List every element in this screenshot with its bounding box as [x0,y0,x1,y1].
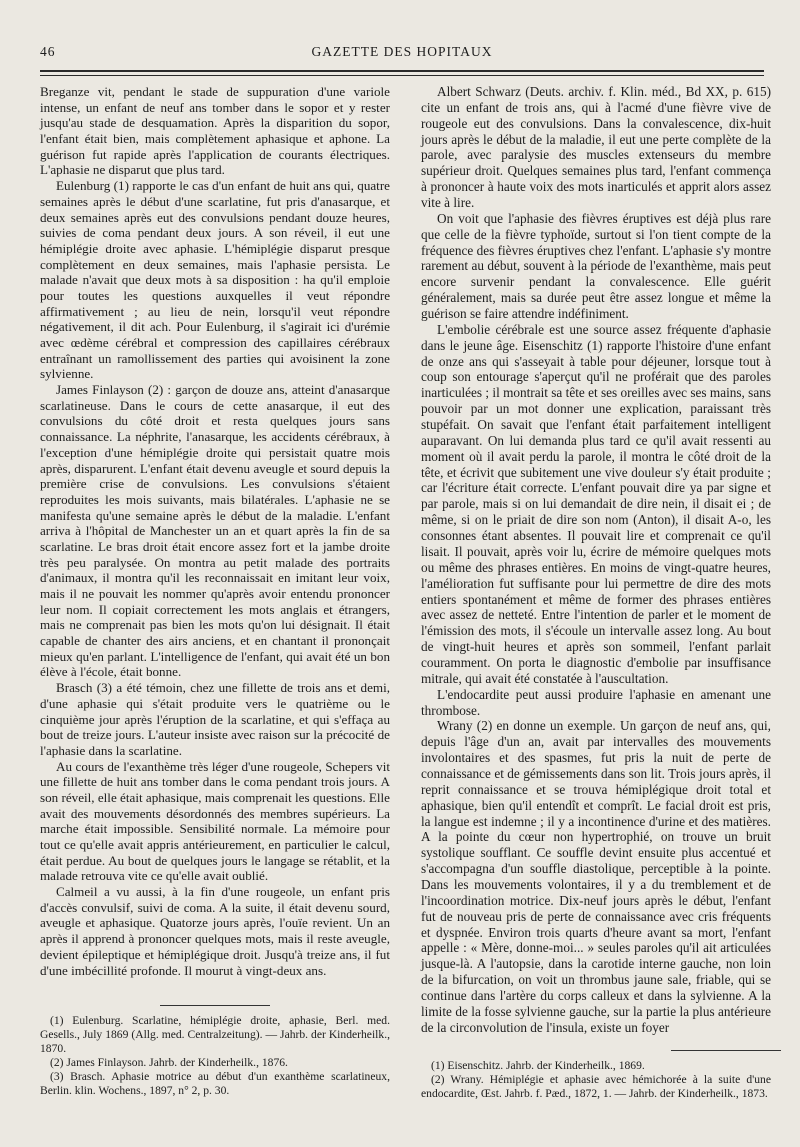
footnote: (3) Brasch. Aphasie motrice au début d'un exanthème scarlatineux, Berlin. klin. Wochens., 1897, n° 2, p. 30. [40,1070,390,1097]
footnote: (1) Eisenschitz. Jahrb. der Kinderheilk., 1869. [431,1059,645,1072]
running-head [40,44,764,64]
footnote: (2) Wrany. Hémiplégie et aphasie avec hémichorée à la suite d'une endocardite, Œst. Jahrb. f. Pæd., 1872, 1. — Jahrb. der Kinderheilk., 1873. [421,1073,771,1100]
paragraph: Eulenburg (1) rapporte le cas d'un enfant de huit ans qui, quatre semaines après le début d'une scarlatine, fut pris d'anasarque, et deux semaines après eut des convulsions pendant douze heures, suivies de coma pendant deux jours. A son réveil, il eut une hémiplégie droite avec aphasie. L'hémiplégie disparut presque complètement en deux semaines, mais l'aphasie persista. Le malade n'avait que deux mots à sa disposition : ha qu'il emploie pour toutes les questions auxquelles il veut répondre affirmativement ; au lieu de nein, lorsqu'il veut répondre négativement, il dit ach. Pour Eulenburg, il s'agirait ici d'urémie avec œdème cérébral et compression des capillaires cérébraux entraînant un ramollissement des parties qui avoisinent la zone sylvienne. [40,178,390,382]
page-number: 46 [40,44,56,59]
left-column [40,84,390,978]
journal-title: GAZETTE DES HOPITAUX [311,44,493,59]
footnotes-right [421,1050,771,1101]
paragraph: Au cours de l'exanthème très léger d'une rougeole, Schepers vit une fillette de huit ans tomber dans le coma pendant trois jours. A son réveil, elle était aphasique, mais comprenait les questions. Elle avait des mouvements désordonnés des membres supérieurs. La marche était impossible. Sensibilité normale. La mémoire pour tout ce qu'elle avait appris antérieurement, en particulier le calcul, était perdue. Au bout de quelques jours le langage se rétablit, et la malade retrouva vite ce qu'elle avait oublié. [40,758,390,884]
paragraph: Breganze vit, pendant le stade de suppuration d'une variole intense, un enfant de neuf ans tomber dans le sopor et y rester jusqu'au stade de desquamation. Après la disparition du sopor, l'enfant était bien, mais complètement aphasique et aphone. La guérison fut rapide après l'application de courants électriques. L'aphasie ne disparut que plus tard. [40,84,390,178]
paragraph: James Finlayson (2) : garçon de douze ans, atteint d'anasarque scarlatineuse. Dans le cours de cette anasarque, il eut des convulsions du côté droit et resta quelques jours sans connaissance. La néphrite, l'anasarque, les accidents cérébraux, à l'exception d'une hémiplégie droite qui persistait quatre mois après, disparurent. L'enfant était devenu aveugle et sourd depuis la première crise de convulsions. Les convulsions s'étaient reproduites les mois suivants, mais bilatérales. L'aphasie ne se manifesta qu'une semaine après le début de la maladie. L'enfant arriva à l'hôpital de Manchester un an et quart après la fin de sa scarlatine. Le bras droit était encore assez fort et la jambe droite très peu paralysée. On montra au petit malade des portraits d'animaux, il montra qu'il les reconnaissait en imitant leur voix, mais il ne pouvait les nommer qu'après avoir entendu prononcer leur nom. Il copiait correctement les mots anglais et étrangers, mais ne comprenait pas bien les mots qu'on lui désignait. Il était capable de chanter des airs anciens, et en chantant il prononçait mieux qu'en parlant. L'intelligence de l'enfant, qui avait été un bon élève à l'école, était bonne. [40,382,390,680]
footnote-rule [671,1050,781,1051]
footnotes-left [40,1005,390,1098]
paragraph: Brasch (3) a été témoin, chez une fillette de trois ans et demi, d'une aphasie qui s'était produite vers le quatrième ou le cinquième jour après l'éruption de la scarlatine, et qui s'effaça au bout de treize jours. L'auteur insiste avec raison sur la précocité de l'aphasie dans la scarlatine. [40,680,390,758]
right-column [421,84,771,1036]
paragraph: On voit que l'aphasie des fièvres éruptives est déjà plus rare que celle de la fièvre typhoïde, surtout si l'on tient compte de la fréquence des fièvres éruptives chez l'enfant. L'aphasie s'y montre rarement au début, souvent à la période de l'exanthème, mais peut encore survenir pendant la convalescence. Elle guérit généralement, mais sa durée peut être assez longue et même la guérison se faire attendre indéfiniment. [421,210,771,322]
paragraph: L'endocardite peut aussi produire l'aphasie en amenant une thrombose. [421,686,771,718]
footnote: (2) James Finlayson. Jahrb. der Kinderheilk., 1876. [50,1056,288,1069]
footnote: (1) Eulenburg. Scarlatine, hémiplégie droite, aphasie, Berl. med. Gesells., July 1869 (Allg. med. Centralzeitung). — Jahrb. der Kinderheilk., 1870. [40,1014,390,1055]
paragraph: Albert Schwarz (Deuts. archiv. f. Klin. méd., Bd XX, p. 615) cite un enfant de trois ans, qui à l'acmé d'une fièvre vive de rougeole eut des convulsions. Dans la convalescence, dix-huit jours après le début de la maladie, il eut une perte complète de la parole, avec paralysie des muscles extenseurs du membre supérieur droit. Quelques semaines plus tard, l'enfant commença à prononcer à haute voix des mots inarticulés et apprit alors assez vite à lire. [421,84,771,211]
footnote-rule [160,1005,270,1006]
header-rule-thick [40,70,764,72]
paragraph: L'embolie cérébrale est une source assez fréquente d'aphasie dans le jeune âge. Eisenschitz (1) rapporte l'histoire d'une enfant de onze ans qui s'asseyait à table pour déjeuner, lorsque tout à coup son entourage s'aperçut qu'il ne proférait que des paroles inarticulées ; il montrait sa tête et ses oreilles avec ses mains, sans pouvoir par un mot donner une explication, paraissant très stupéfait. On savait que l'enfant était parfaitement intelligent auparavant. On lui demanda plus tard ce qu'il avait ressenti au moment où il avait perdu la parole, il montra le côté droit de la tête, et écrivit que subitement une vive douleur s'y était produite ; car l'écriture était correcte. L'enfant pouvait dire ya par signe et par parole, mais si on lui demandait de dire nein, il disait ei ; de même, si on le priait de dire son nom (Anton), il disait A-o, les consonnes étant absentes. Il pouvait lire et comprenait ce qu'il lisait. Il pouvait, après voir lu, écrire de mémoire quelques mots ou même des phrases entières. En moins de vingt-quatre heures, l'amélioration fut suffisante pour lui permettre de dire des mots entiers spontanément et même de former des phrases entières avec assez de netteté. Entre l'intention de parler et le moment de l'émission des mots, il s'écoule un intervalle assez long. Au bout de vingt-huit heures et après son sommeil, l'enfant parlait couramment. On porta le diagnostic d'embolie par insuffisance mitrale, qui avait été constatée à l'auscultation. [421,321,771,686]
header-rule-thin [40,75,764,76]
paragraph: Calmeil a vu aussi, à la fin d'une rougeole, un enfant pris d'accès convulsif, suivi de coma. A la suite, il était devenu sourd, aveugle et aphasique. Quatorze jours après, l'ouïe revient. Un an après il apprend à prononcer quelques mots, mais il reste aveugle, devient épileptique et hémiplégique droit. Jusqu'à treize ans, il fut d'une imbécillité profonde. Il mourut à vingt-deux ans. [40,884,390,978]
paragraph: Wrany (2) en donne un exemple. Un garçon de neuf ans, qui, depuis l'âge d'un an, avait par intervalles des mouvements involontaires et des spasmes, fut pris la nuit de perte de connaissance et de gémissements dans son lit. Trois jours après, il reprit connaissance et se trouva hémiplégique droit total et aphasique, bien qu'il entendît et comprît. Le facial droit est pris, la langue est indemne ; il y a incontinence d'urine et des matières. A la pointe du cœur non hypertrophié, on trouve un bruit systolique soufflant. Ce souffle devint ensuite plus accentué et s'accompagna d'un souffle diastolique, perceptible à la pointe. Dans les mouvements volontaires, il y a du tremblement et de l'incoordination motrice. Dix-neuf jours après le début, l'enfant fut de nouveau pris de perte de connaissance avec cris fréquents et dyspnée. Environ trois quarts d'heure avant sa mort, l'enfant appelle : « Mère, donne-moi... » seules paroles qu'il ait articulées jusque-là. A l'autopsie, dans la carotide interne gauche, non loin de la bifurcation, on voit un thrombus jaune sale, friable, qui se continue dans l'artère du corps calleux et dans la sylvienne. A la limite de la fosse sylvienne gauche, sur la partie la plus antérieure de la circonvolution de l'insula, existe un foyer [421,718,771,1035]
